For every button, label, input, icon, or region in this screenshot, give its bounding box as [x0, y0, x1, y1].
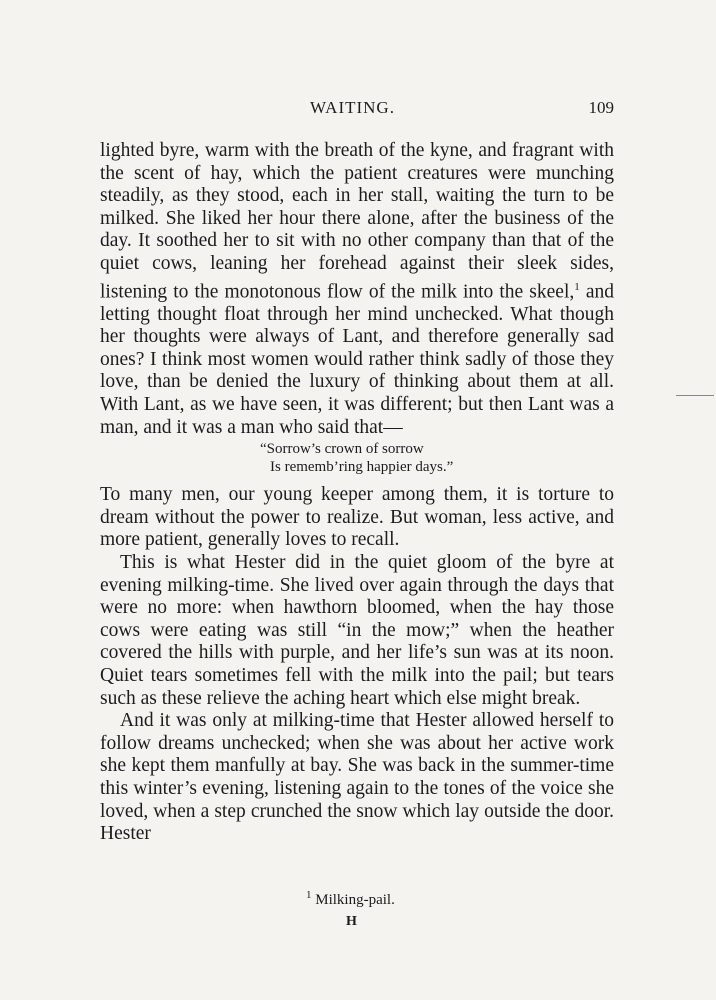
- paragraph-3: This is what Hester did in the quiet gloom of the byre at evening milking-time. She lived over again through the days that were no more: when hawthorn bloomed, when the hay those cows were eating was still “in the mow;” when the heather covered the hills with purple, and her life’s sun was at its noon. Quiet tears sometimes fell with the milk into the pail; but tears such as these relieve the aching heart which else might break.: [100, 552, 614, 709]
- body-text: [100, 140, 614, 846]
- footnote: [306, 889, 395, 909]
- page-header: [100, 98, 614, 122]
- paragraph-1-before-note: lighted byre, warm with the breath of the kyne, and fragrant with the scent of hay, which the patient creatures were munching steadily, as they stood, each in her stall, waiting the turn to be milked. She liked her hour there alone, after the business of the day. It soothed her to sit with no other company than that of the quiet cows, leaning her forehead against their sleek sides, listening to the monotonous flow of the milk into the skeel,: [100, 140, 614, 303]
- footnote-marker: 1: [574, 280, 580, 293]
- footnote-number: 1: [306, 889, 312, 901]
- running-title: WAITING.: [310, 98, 395, 117]
- signature-mark: H: [346, 914, 357, 929]
- footnote-text: Milking-pail.: [311, 892, 395, 908]
- paragraph-1-after-note: and letting thought float through her mind unchecked. What though her thoughts were always of Lant, and therefore generally sad ones? I think most women would rather think sadly of those they love, than be denied the luxury of thinking about them at all. With Lant, as we have seen, it was different; but then Lant was a man, and it was a man who said that—: [100, 281, 615, 438]
- paragraph-2: To many men, our young keeper among them, it is torture to dream without the power to realize. But woman, less active, and more patient, generally loves to recall.: [100, 484, 614, 551]
- paragraph-4: And it was only at milking-time that Hester allowed herself to follow dreams unchecked; when she was about her active work she kept them manfully at bay. She was back in the summer-time this winter’s evening, listening again to the tones of the voice she loved, when a step crunched the snow which lay outside the door. Hester: [100, 710, 614, 845]
- page-number: 109: [588, 98, 614, 117]
- paragraph-1: [100, 140, 614, 439]
- verse-quote: [100, 440, 614, 476]
- margin-pencil-mark: [676, 395, 714, 396]
- quote-line-1: “Sorrow’s crown of sorrow: [260, 441, 424, 458]
- quote-line-2: Is rememb’ring happier days.”: [270, 459, 454, 476]
